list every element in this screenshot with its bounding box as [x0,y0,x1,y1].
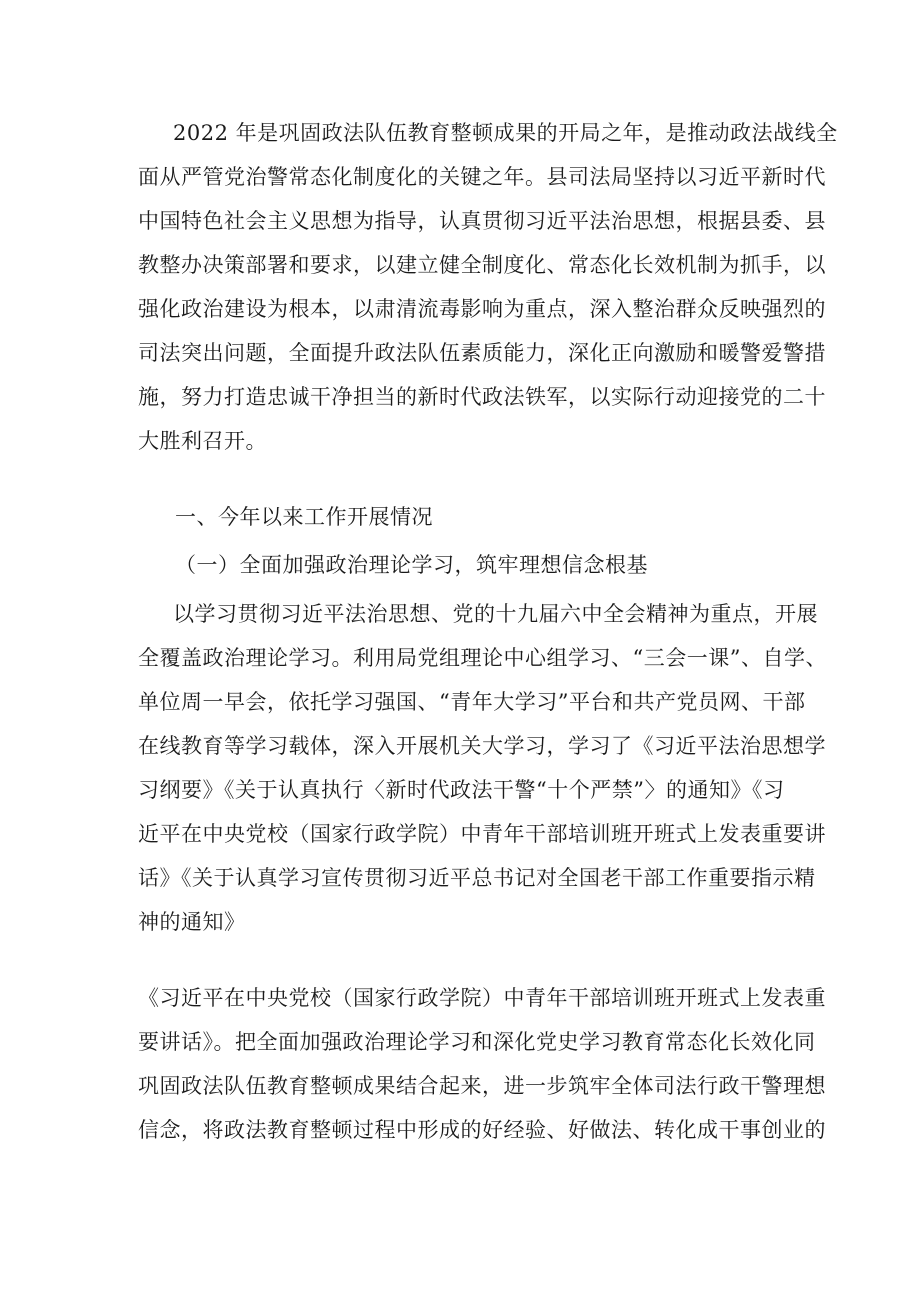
paragraph-1-line-3: 中国特色社会主义思想为指导，认真贯彻习近平法治思想，根据县委、县 [138,209,826,233]
paragraph-2-line-1: 以学习贯彻习近平法治思想、党的十九届六中全会精神为重点，开展 [173,602,818,626]
paragraph-1-line-4: 教整办决策部署和要求，以建立健全制度化、常态化长效机制为抓手，以 [138,253,826,277]
paragraph-2-line-7: 话》《关于认真学习宣传贯彻习近平总书记对全国老干部工作重要指示精 [138,866,816,890]
section-heading-1: 一、今年以来工作开展情况 [175,505,433,529]
paragraph-2-line-6: 近平在中央党校（国家行政学院）中青年干部培训班开班式上发表重要讲 [138,822,826,846]
paragraph-3-line-3: 巩固政法队伍教育整顿成果结合起来，进一步筑牢全体司法行政干警理想 [138,1074,826,1098]
paragraph-2-line-8: 神的通知》 [138,910,246,934]
paragraph-3-line-1: 《习近平在中央党校（国家行政学院）中青年干部培训班开班式上发表重 [138,986,826,1010]
paragraph-2-line-5: 习纲要》《关于认真执行〈新时代政法干警“十个严禁”〉的通知》《习 [138,778,785,802]
paragraph-1-line-8: 大胜利召开。 [138,429,267,453]
paragraph-2-line-2: 全覆盖政治理论学习。利用局党组理论中心组学习、“三会一课”、自学、 [138,646,827,670]
paragraph-2-line-3: 单位周一早会，依托学习强国、“青年大学习”平台和共产党员网、干部 [138,690,806,714]
paragraph-1-line-6: 司法突出问题，全面提升政法队伍素质能力，深化正向激励和暖警爱警措 [138,341,826,365]
paragraph-3-line-2: 要讲话》。把全面加强政治理论学习和深化党史学习教育常态化长效化同 [138,1030,816,1054]
paragraph-1-line-1: 2022 年是巩固政法队伍教育整顿成果的开局之年，是推动政法战线全 [173,121,838,145]
paragraph-3-line-4: 信念，将政法教育整顿过程中形成的好经验、好做法、转化成干事创业的 [138,1118,826,1142]
paragraph-2-line-4: 在线教育等学习载体，深入开展机关大学习，学习了《习近平法治思想学 [138,734,826,758]
subsection-heading-1: （一）全面加强政治理论学习，筑牢理想信念根基 [175,553,648,577]
paragraph-1-line-5: 强化政治建设为根本，以肃清流毒影响为重点，深入整治群众反映强烈的 [138,297,826,321]
paragraph-1-line-2: 面从严管党治警常态化制度化的关键之年。县司法局坚持以习近平新时代 [138,165,826,189]
paragraph-1-line-7: 施，努力打造忠诚干净担当的新时代政法铁军，以实际行动迎接党的二十 [138,385,826,409]
